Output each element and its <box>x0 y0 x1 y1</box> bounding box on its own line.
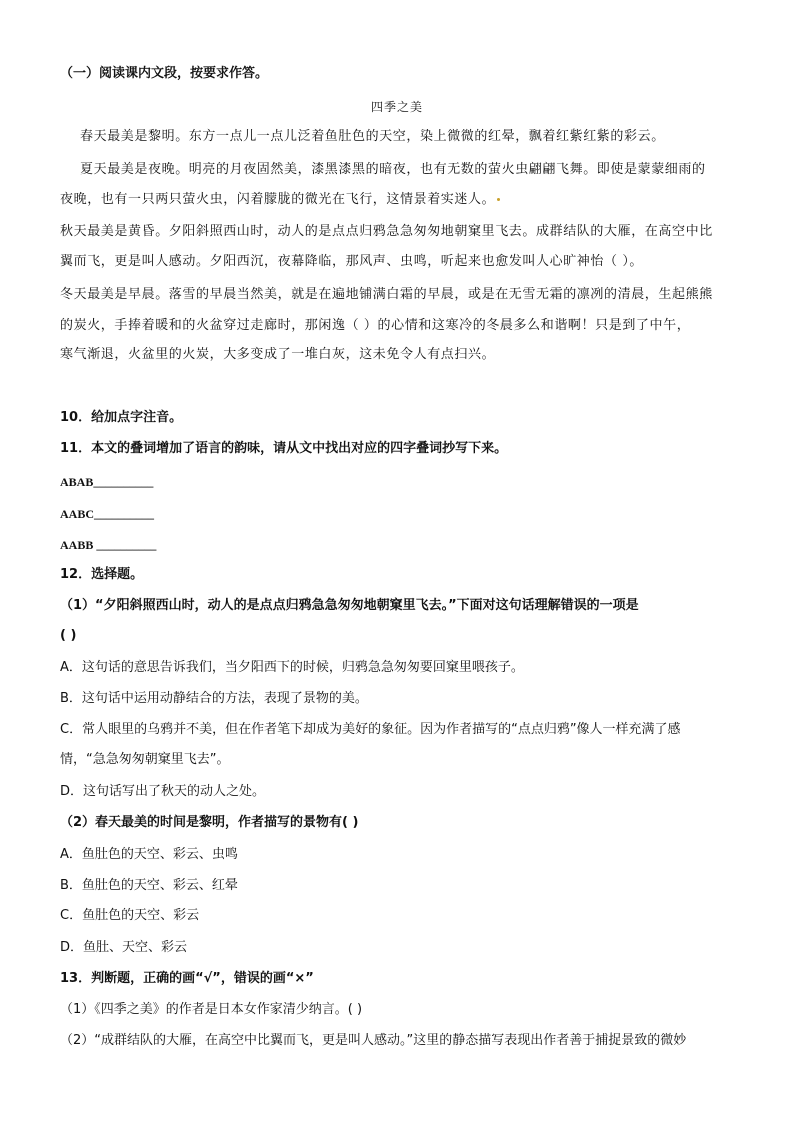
judgement-item-2: （2）“成群结队的大雁，在高空中比翼而飞，更是叫人感动。”这里的静态描写表现出作者善于捕捉景致的微妙 <box>60 1033 687 1048</box>
question-12: 12．选择题。 <box>60 567 144 582</box>
blank-aabc: AABC__________ <box>60 507 155 521</box>
passage-line: 春天最美是黎明。东方一点儿一点儿泛着鱼肚色的天空，染上微微的红晕，飘着红紫红紫的彩云。 <box>80 129 665 144</box>
passage-line: 夜晚，也有一只两只萤火虫，闪着朦胧的微光在飞行，这情景着实迷人。 <box>60 190 500 210</box>
question-12-1: （1）“夕阳斜照西山时，动人的是点点归鸦急急匆匆地朝窠里飞去。”下面对这句话理解错误的一项是 <box>60 598 639 613</box>
dot-mark-icon <box>497 198 500 201</box>
option-d: D．鱼肚、天空、彩云 <box>60 940 188 955</box>
passage-line: 的炭火，手捧着暖和的火盆穿过走廊时，那闲逸（ ）的心情和这寒冷的冬晨多么和谐啊！只是到了中午， <box>60 318 691 333</box>
option-b: B．鱼肚色的天空、彩云、红晕 <box>60 878 238 893</box>
passage-line: 秋天最美是黄昏。夕阳斜照西山时，动人的是点点归鸦急急匆匆地朝窠里飞去。成群结队的大雁，在高空中比 <box>60 224 713 239</box>
passage-line: 翼而飞，更是叫人感动。夕阳西沉，夜幕降临，那风声、虫鸣，听起来也愈发叫人心旷神怡（ ）。 <box>60 254 644 269</box>
section-heading: （一）阅读课内文段，按要求作答。 <box>60 66 269 81</box>
passage-line: 冬天最美是早晨。落雪的早晨当然美，就是在遍地铺满白霜的早晨，或是在无雪无霜的凛冽的清晨，生起熊熊 <box>60 287 713 302</box>
judgement-item-1: （1）《四季之美》的作者是日本女作家清少纳言。( ) <box>60 1002 363 1017</box>
option-c: C．常人眼里的乌鸦并不美，但在作者笔下却成为美好的象征。因为作者描写的“点点归鸦”像人一样充满了感 <box>60 722 681 737</box>
passage-line: 夏天最美是夜晚。明亮的月夜固然美，漆黑漆黑的暗夜，也有无数的萤火虫翩翩飞舞。即使是蒙蒙细雨的 <box>80 162 706 177</box>
question-11: 11．本文的叠词增加了语言的韵味，请从文中找出对应的四字叠词抄写下来。 <box>60 441 508 456</box>
option-d: D．这句话写出了秋天的动人之处。 <box>60 784 266 799</box>
option-b: B．这句话中运用动静结合的方法，表现了景物的美。 <box>60 691 368 706</box>
blank-abab: ABAB__________ <box>60 475 154 489</box>
option-a: A．这句话的意思告诉我们，当夕阳西下的时候，归鸦急急匆匆要回窠里喂孩子。 <box>60 660 524 675</box>
blank-aabb: AABB __________ <box>60 538 157 552</box>
option-a: A．鱼肚色的天空、彩云、虫鸣 <box>60 847 238 862</box>
passage-title: 四季之美 <box>371 100 424 114</box>
question-10: 10．给加点字注音。 <box>60 410 183 425</box>
question-13: 13．判断题，正确的画“√”，错误的画“×” <box>60 971 314 986</box>
question-12-2: （2）春天最美的时间是黎明，作者描写的景物有( ) <box>60 815 359 830</box>
option-c-continued: 情，“急急匆匆朝窠里飞去”。 <box>60 752 230 767</box>
passage-line: 寒气渐退，火盆里的火炭，大多变成了一堆白灰，这未免令人有点扫兴。 <box>60 347 496 362</box>
option-c: C．鱼肚色的天空、彩云 <box>60 908 200 923</box>
answer-paren: ( ) <box>60 628 77 643</box>
